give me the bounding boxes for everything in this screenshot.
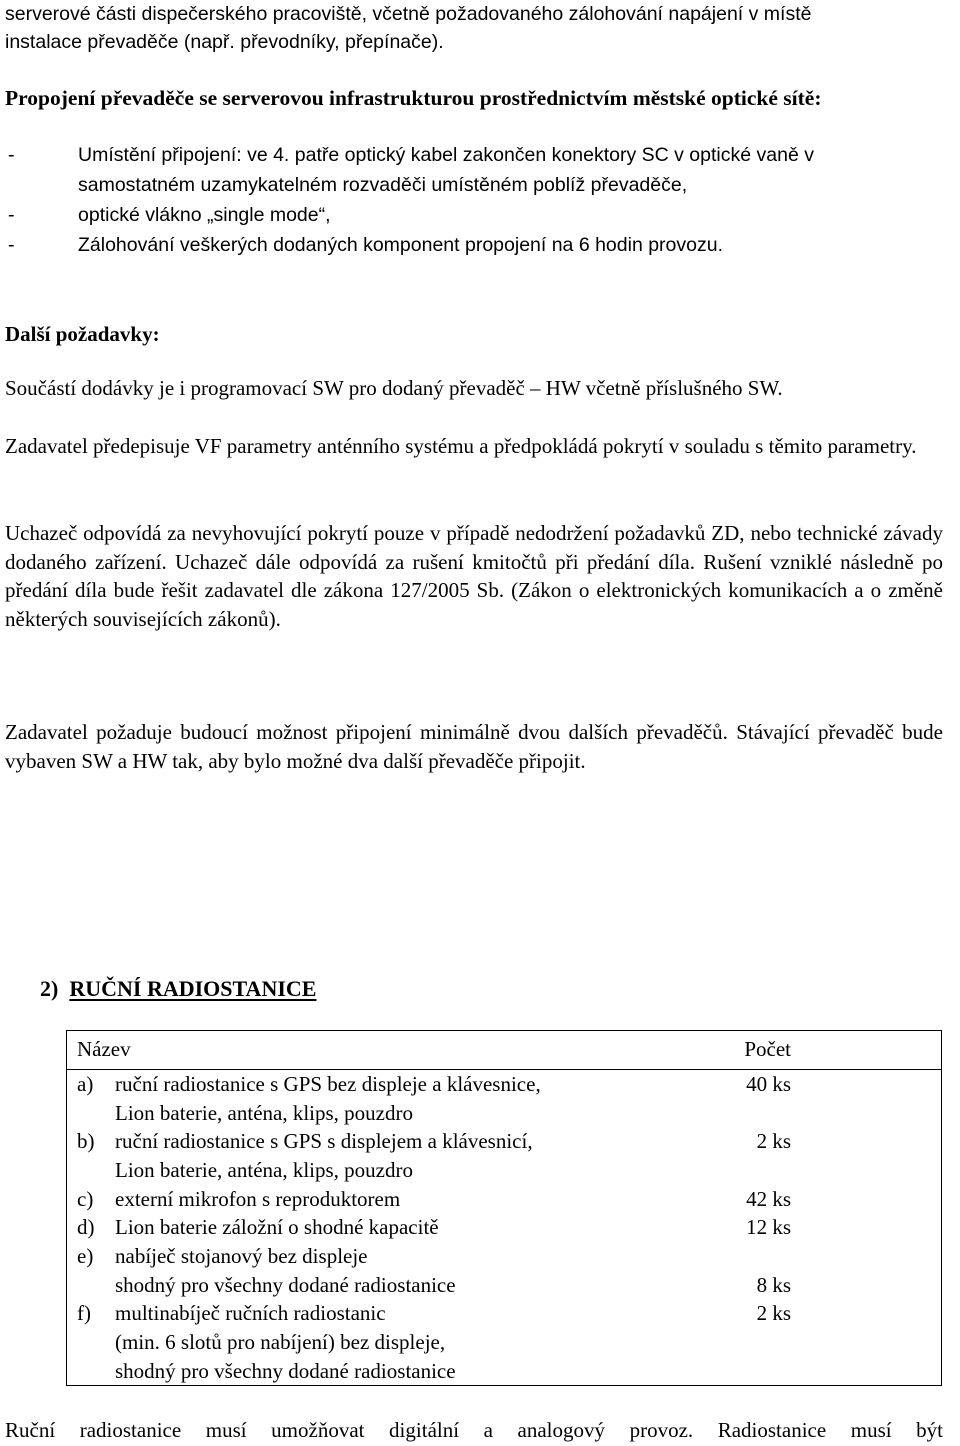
table-row-count: 42 ks — [746, 1187, 791, 1211]
table-header-name: Název — [77, 1037, 131, 1061]
section-2-heading — [40, 974, 316, 1004]
intro-line-1: serverové části dispečerského pracoviště, včetně požadovaného zálohování napájení v místě — [5, 3, 812, 25]
radiostation-table — [66, 1030, 942, 1386]
table-row-text: Lion baterie záložní o shodné kapacitě — [115, 1215, 439, 1239]
connection-heading: Propojení převaděče se serverovou infrastrukturou prostřednictvím městské optické sítě: — [5, 86, 822, 110]
intro-line-2: instalace převaděče (např. převodníky, přepínače). — [5, 31, 444, 53]
table-row-text: (min. 6 slotů pro nabíjení) bez displeje, — [115, 1330, 446, 1354]
table-row-text: Lion baterie, anténa, klips, pouzdro — [115, 1158, 413, 1182]
section-2-title: RUČNÍ RADIOSTANICE — [69, 976, 317, 1001]
table-header-count: Počet — [744, 1037, 791, 1061]
bullet-item-1-line-2: samostatném uzamykatelném rozvaděči umístěném poblíž převaděče, — [78, 174, 688, 196]
table-row-label: c) — [77, 1187, 94, 1211]
table-row-count: 12 ks — [746, 1215, 791, 1239]
further-paragraph-3: Uchazeč odpovídá za nevyhovující pokrytí pouze v případě nedodržení požadavků ZD, nebo technické závady dodaného zařízení. Uchazeč dále odpovídá za rušení kmitočtů při předání díla. Rušení vzniklé následně po předání díla bude řešit zadavatel dle zákona 127/2005 Sb. (Zákon o elektronických komunikacích a o změně některých souvisejících zákonů). — [5, 521, 943, 631]
table-row-text: ruční radiostanice s GPS bez displeje a klávesnice, — [115, 1072, 541, 1096]
further-heading: Další požadavky: — [5, 322, 160, 346]
table-row-text: nabíječ stojanový bez displeje — [115, 1244, 368, 1268]
table-row-label: e) — [77, 1244, 94, 1268]
section-2-number: 2) — [40, 976, 59, 1001]
further-paragraph-1: Součástí dodávky je i programovací SW pro dodaný převaděč – HW včetně příslušného SW. — [5, 376, 783, 400]
table-row-text: shodný pro všechny dodané radiostanice — [115, 1359, 456, 1383]
bullet-dash-1: - — [8, 144, 15, 166]
table-row-label: f) — [77, 1301, 91, 1325]
table-row-text: Lion baterie, anténa, klips, pouzdro — [115, 1101, 413, 1125]
table-row-text: ruční radiostanice s GPS s displejem a klávesnicí, — [115, 1129, 533, 1153]
table-row-label: b) — [77, 1129, 95, 1153]
bullet-item-2: optické vlákno „single mode“, — [78, 204, 331, 226]
bullet-dash-3: - — [8, 234, 15, 256]
table-row-count: 8 ks — [756, 1273, 791, 1297]
table-row-label: a) — [77, 1072, 94, 1096]
further-paragraph-4: Zadavatel požaduje budoucí možnost připojení minimálně dvou dalších převaděčů. Stávající převaděč bude vybaven SW a HW tak, aby bylo možné dva další převaděče připojit. — [5, 720, 943, 773]
table-row-count: 40 ks — [746, 1072, 791, 1096]
table-row-text: shodný pro všechny dodané radiostanice — [115, 1273, 456, 1297]
bullet-item-3: Zálohování veškerých dodaných komponent propojení na 6 hodin provozu. — [78, 234, 724, 256]
bullet-item-1-line-1: Umístění připojení: ve 4. patře optický kabel zakončen konektory SC v optické vaně v — [78, 144, 814, 166]
footer-line: Ruční radiostanice musí umožňovat digitální a analogový provoz. Radiostanice musí být — [5, 1418, 943, 1442]
table-row-text: multinabíječ ručních radiostanic — [115, 1301, 386, 1325]
further-paragraph-2: Zadavatel předepisuje VF parametry anténního systému a předpokládá pokrytí v souladu s těmito parametry. — [5, 434, 917, 458]
table-row-text: externí mikrofon s reproduktorem — [115, 1187, 401, 1211]
table-row-count: 2 ks — [756, 1129, 791, 1153]
bullet-dash-2: - — [8, 204, 15, 226]
table-row-count: 2 ks — [756, 1301, 791, 1325]
table-row-label: d) — [77, 1215, 95, 1239]
